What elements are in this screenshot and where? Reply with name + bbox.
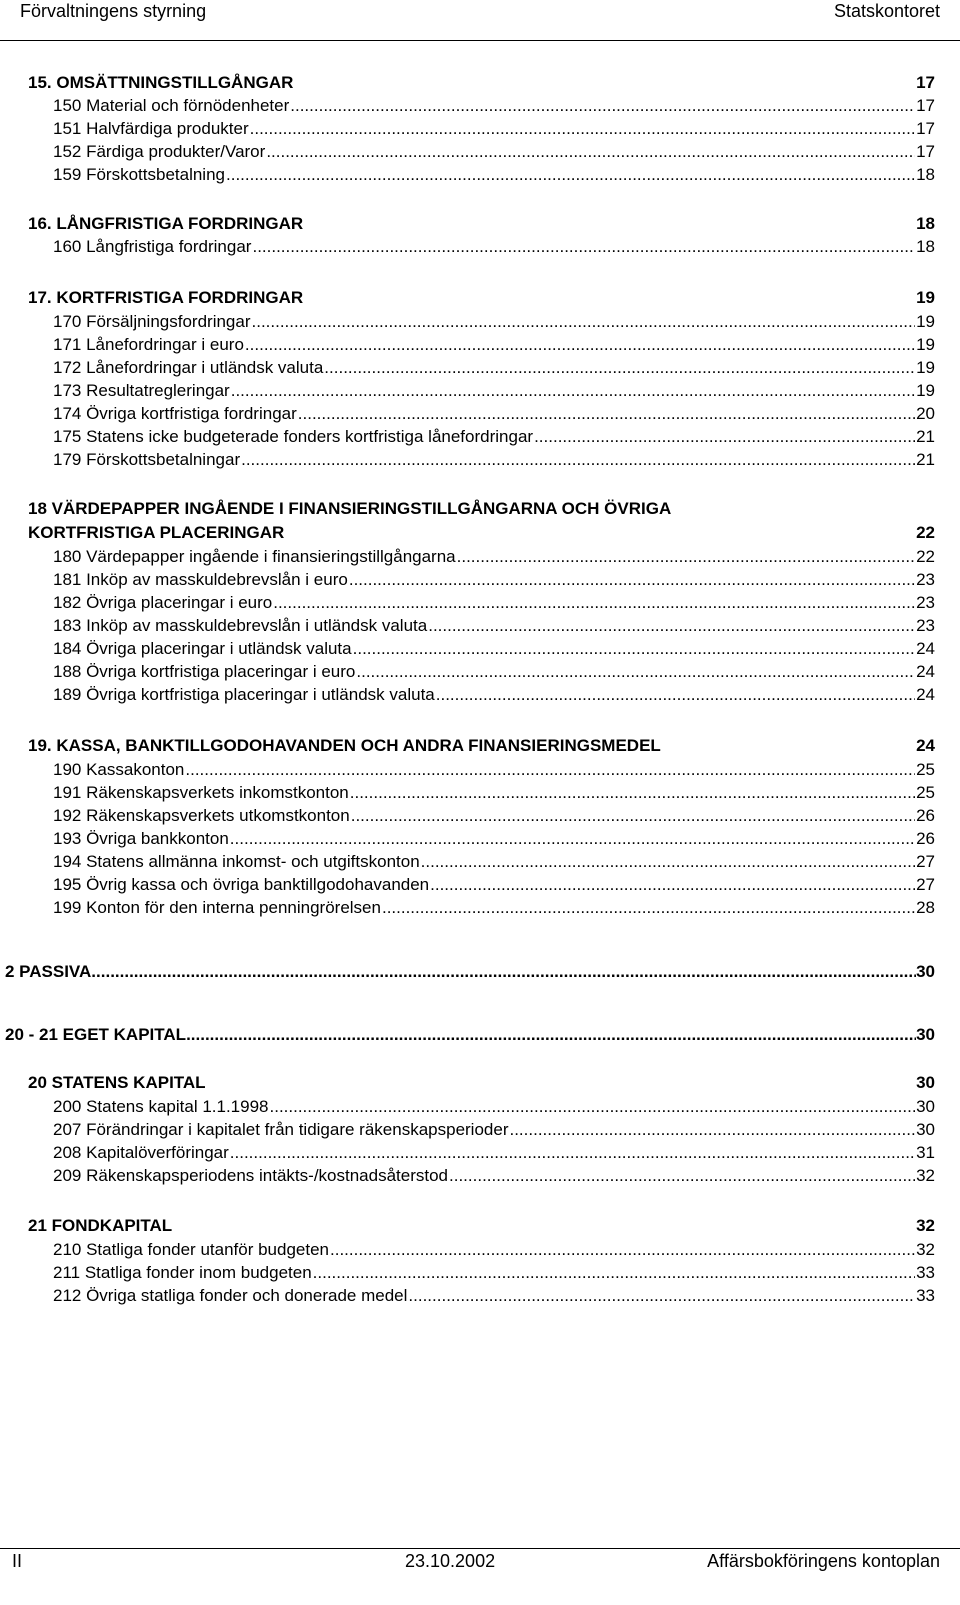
toc-entry-page: 27 <box>916 875 935 894</box>
dot-leader <box>421 851 915 873</box>
dot-leader <box>509 1119 915 1141</box>
toc-entry-text: 172 Lånefordringar i utländsk valuta <box>53 358 324 377</box>
dot-leader <box>350 782 915 804</box>
toc-entry-text: 179 Förskottsbetalningar <box>53 450 241 469</box>
toc-entry[interactable] <box>0 897 960 919</box>
dot-leader <box>250 118 915 140</box>
dot-leader <box>430 874 915 896</box>
dot-leader <box>230 1142 915 1164</box>
toc-entry-text: 175 Statens icke budgeterade fonders kortfristiga lånefordringar <box>53 427 534 446</box>
toc-entry-text: 159 Förskottsbetalning <box>53 165 225 184</box>
toc-entry-text: 151 Halvfärdiga produkter <box>53 119 249 138</box>
toc-entry[interactable] <box>0 592 960 614</box>
toc-entry-text: 170 Försäljningsfordringar <box>53 312 251 331</box>
toc-entry[interactable] <box>0 569 960 591</box>
toc-toplevel-entry[interactable] <box>0 961 960 983</box>
toc-entry[interactable] <box>0 118 960 140</box>
toc-entry-page: 22 <box>916 547 935 566</box>
toc-entry[interactable] <box>0 380 960 402</box>
dot-leader <box>273 592 915 614</box>
toc-entry[interactable] <box>0 638 960 660</box>
toc-entry-text: 188 Övriga kortfristiga placeringar i euro <box>53 662 356 681</box>
toc-entry[interactable] <box>0 684 960 706</box>
toc-entry-page: 21 <box>916 450 935 469</box>
dot-leader <box>449 1165 915 1187</box>
toc-entry-text: 208 Kapitalöverföringar <box>53 1143 229 1162</box>
toc-heading-text: 18 VÄRDEPAPPER INGÅENDE I FINANSIERINGSTILLGÅNGARNA OCH ÖVRIGA <box>28 499 672 518</box>
toc-entry-page: 19 <box>916 381 935 400</box>
toc-heading-text: 20 STATENS KAPITAL <box>28 1073 206 1092</box>
toc-entry-page: 33 <box>916 1263 935 1282</box>
toc-heading <box>0 287 960 309</box>
toc-entry[interactable] <box>0 615 960 637</box>
toc-entry-text: 2 PASSIVA <box>5 962 92 981</box>
toc-entry-page: 18 <box>916 165 935 184</box>
toc-entry-text: 200 Statens kapital 1.1.1998 <box>53 1097 269 1116</box>
toc-heading <box>0 522 960 544</box>
dot-leader <box>356 661 915 683</box>
toc-entry-page: 17 <box>916 119 935 138</box>
toc-heading-page: 19 <box>916 288 935 307</box>
dot-leader <box>230 828 915 850</box>
toc-entry-text: 207 Förändringar i kapitalet från tidigare räkenskapsperioder <box>53 1120 509 1139</box>
dot-leader <box>457 546 915 568</box>
toc-heading-text: 21 FONDKAPITAL <box>28 1216 173 1235</box>
dot-leader <box>330 1239 915 1261</box>
dot-leader <box>270 1096 916 1118</box>
toc-entry[interactable] <box>0 141 960 163</box>
toc-entry-page: 26 <box>916 829 935 848</box>
toc-entry-page: 32 <box>916 1166 935 1185</box>
toc-entry-text: 152 Färdiga produkter/Varor <box>53 142 266 161</box>
toc-entry-page: 30 <box>916 1025 935 1044</box>
dot-leader <box>534 426 915 448</box>
toc-entry[interactable] <box>0 334 960 356</box>
footer-document-title: Affärsbokföringens kontoplan <box>707 1551 940 1571</box>
dot-leader <box>436 684 915 706</box>
toc-entry-text: 191 Räkenskapsverkets inkomstkonton <box>53 783 349 802</box>
toc-entry-page: 18 <box>916 237 935 256</box>
dot-leader <box>351 805 915 827</box>
toc-entry[interactable] <box>0 426 960 448</box>
dot-leader <box>313 1262 915 1284</box>
dot-leader <box>382 897 915 919</box>
footer-page-number: II <box>12 1551 23 1571</box>
dot-leader <box>349 569 915 591</box>
toc-entry-page: 17 <box>916 142 935 161</box>
toc-entry-page: 19 <box>916 358 935 377</box>
toc-entry[interactable] <box>0 1142 960 1164</box>
toc-heading <box>0 213 960 235</box>
toc-entry-text: 181 Inköp av masskuldebrevslån i euro <box>53 570 348 589</box>
toc-entry-text: 190 Kassakonton <box>53 760 185 779</box>
toc-entry-page: 25 <box>916 783 935 802</box>
toc-entry-page: 24 <box>916 639 935 658</box>
toc-heading-text: 19. KASSA, BANKTILLGODOHAVANDEN OCH ANDRA FINANSIERINGSMEDEL <box>28 736 661 755</box>
dot-leader <box>428 615 915 637</box>
toc-entry-text: 160 Långfristiga fordringar <box>53 237 252 256</box>
toc-entry-page: 26 <box>916 806 935 825</box>
toc-entry-text: 199 Konton för den interna penningrörelsen <box>53 898 381 917</box>
dot-leader <box>185 759 915 781</box>
dot-leader <box>408 1285 915 1307</box>
toc-heading-line1 <box>0 498 960 520</box>
toc-entry-page: 32 <box>916 1240 935 1259</box>
dot-leader <box>252 311 916 333</box>
dot-leader <box>252 236 915 258</box>
footer-date: 23.10.2002 <box>405 1551 496 1571</box>
toc-entry-text: 192 Räkenskapsverkets utkomstkonton <box>53 806 350 825</box>
toc-entry[interactable] <box>0 403 960 425</box>
toc-entry-page: 28 <box>916 898 935 917</box>
toc-heading-page: 18 <box>916 214 935 233</box>
toc-entry-text: 171 Lånefordringar i euro <box>53 335 244 354</box>
toc-entry-text: 193 Övriga bankkonton <box>53 829 229 848</box>
toc-entry-page: 20 <box>916 404 935 423</box>
toc-entry[interactable] <box>0 759 960 781</box>
toc-entry[interactable] <box>0 851 960 873</box>
toc-heading <box>0 72 960 94</box>
toc-heading <box>0 1072 960 1094</box>
toc-entry[interactable] <box>0 546 960 568</box>
toc-entry[interactable] <box>0 449 960 471</box>
toc-entry[interactable] <box>0 1239 960 1261</box>
dot-leader <box>186 1024 916 1046</box>
toc-entry-page: 30 <box>916 962 935 981</box>
toc-entry-text: 183 Inköp av masskuldebrevslån i utländsk valuta <box>53 616 428 635</box>
footer-rule <box>0 1548 960 1549</box>
toc-entry[interactable] <box>0 357 960 379</box>
toc-entry[interactable] <box>0 805 960 827</box>
toc-entry[interactable] <box>0 1119 960 1141</box>
toc-heading-page: 17 <box>916 73 935 92</box>
toc-entry-text: 20 - 21 EGET KAPITAL <box>5 1025 187 1044</box>
toc-entry[interactable] <box>0 828 960 850</box>
toc-entry-page: 30 <box>916 1097 935 1116</box>
toc-entry-page: 24 <box>916 662 935 681</box>
dot-leader <box>245 334 915 356</box>
dot-leader <box>353 638 915 660</box>
toc-entry-text: 212 Övriga statliga fonder och donerade medel <box>53 1286 408 1305</box>
toc-entry-page: 23 <box>916 593 935 612</box>
toc-entry-page: 17 <box>916 96 935 115</box>
toc-entry[interactable] <box>0 95 960 117</box>
toc-entry[interactable] <box>0 311 960 333</box>
toc-entry-text: 173 Resultatregleringar <box>53 381 230 400</box>
toc-heading <box>0 1215 960 1237</box>
toc-entry-text: 184 Övriga placeringar i utländsk valuta <box>53 639 352 658</box>
dot-leader <box>290 95 915 117</box>
toc-entry-page: 19 <box>916 312 935 331</box>
toc-entry-page: 31 <box>916 1143 935 1162</box>
toc-entry-text: 211 Statliga fonder inom budgeten <box>53 1263 312 1282</box>
toc-entry-page: 30 <box>916 1120 935 1139</box>
toc-heading-text: 15. OMSÄTTNINGSTILLGÅNGAR <box>28 73 294 92</box>
dot-leader <box>91 961 916 983</box>
toc-entry-text: 210 Statliga fonder utanför budgeten <box>53 1240 329 1259</box>
toc-entry[interactable] <box>0 1262 960 1284</box>
toc-heading-page: 30 <box>916 1073 935 1092</box>
toc-entry-page: 21 <box>916 427 935 446</box>
toc-entry-text: 194 Statens allmänna inkomst- och utgiftskonton <box>53 852 420 871</box>
toc-heading-page: 22 <box>916 523 935 542</box>
toc-entry-text: 182 Övriga placeringar i euro <box>53 593 273 612</box>
toc-entry[interactable] <box>0 661 960 683</box>
toc-heading-text: KORTFRISTIGA PLACERINGAR <box>28 523 285 542</box>
toc-entry-text: 150 Material och förnödenheter <box>53 96 290 115</box>
toc-entry-page: 27 <box>916 852 935 871</box>
toc-entry[interactable] <box>0 1285 960 1307</box>
toc-heading-page: 32 <box>916 1216 935 1235</box>
toc-entry-text: 195 Övrig kassa och övriga banktillgodohavanden <box>53 875 430 894</box>
dot-leader <box>298 403 915 425</box>
toc-entry[interactable] <box>0 164 960 186</box>
toc-entry[interactable] <box>0 874 960 896</box>
toc-heading-text: 16. LÅNGFRISTIGA FORDRINGAR <box>28 214 304 233</box>
dot-leader <box>231 380 915 402</box>
toc-entry-page: 25 <box>916 760 935 779</box>
toc-entry-text: 180 Värdepapper ingående i finansieringstillgångarna <box>53 547 456 566</box>
toc-entry[interactable] <box>0 236 960 258</box>
toc-heading-page: 24 <box>916 736 935 755</box>
toc-entry-page: 19 <box>916 335 935 354</box>
page-header <box>0 0 960 41</box>
toc-toplevel-entry[interactable] <box>0 1024 960 1046</box>
dot-leader <box>241 449 915 471</box>
toc-entry-text: 209 Räkenskapsperiodens intäkts-/kostnadsåterstod <box>53 1166 449 1185</box>
dot-leader <box>324 357 915 379</box>
toc-heading <box>0 735 960 757</box>
toc-heading-text: 17. KORTFRISTIGA FORDRINGAR <box>28 288 304 307</box>
toc-entry[interactable] <box>0 1096 960 1118</box>
toc-entry-page: 33 <box>916 1286 935 1305</box>
dot-leader <box>226 164 915 186</box>
toc-entry-text: 174 Övriga kortfristiga fordringar <box>53 404 297 423</box>
toc-entry[interactable] <box>0 782 960 804</box>
toc-entry-page: 24 <box>916 685 935 704</box>
toc-entry-page: 23 <box>916 570 935 589</box>
header-right-title: Statskontoret <box>833 1 940 21</box>
toc-entry-text: 189 Övriga kortfristiga placeringar i utländsk valuta <box>53 685 435 704</box>
toc-entry[interactable] <box>0 1165 960 1187</box>
header-left-title: Förvaltningens styrning <box>20 1 207 21</box>
toc-entry-page: 23 <box>916 616 935 635</box>
dot-leader <box>266 141 915 163</box>
